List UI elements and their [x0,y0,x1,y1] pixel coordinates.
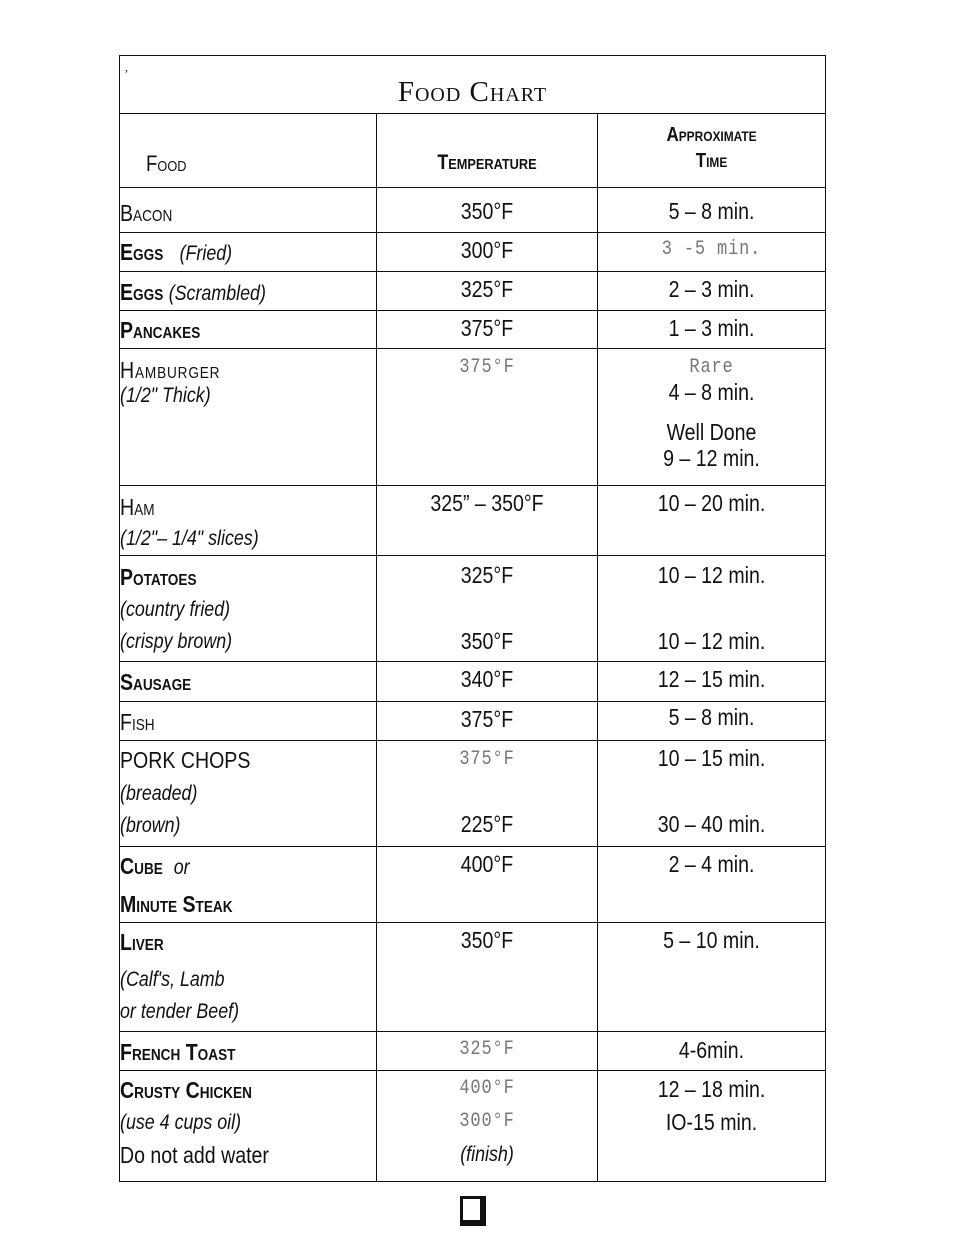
header-food-cell [120,114,376,187]
header-food: Food [146,151,187,176]
food-name: Hamburger [120,357,221,383]
table-row [120,349,825,486]
header-time-line1: Approximate [666,124,757,146]
food-time: 4-6min. [678,1037,745,1063]
food-name: Sausage [120,669,192,695]
food-time: 10 – 12 min. [657,628,766,654]
food-temp: 375°F [459,748,515,771]
table-row [120,1032,825,1071]
food-time: 5 – 10 min. [663,927,760,953]
food-name: Crusty Chicken [120,1077,252,1103]
food-note: (breaded) [120,782,198,805]
food-time: 9 – 12 min. [663,445,760,471]
food-note: or [173,856,190,879]
header-row [120,114,825,188]
food-name: PORK CHOPS [120,747,251,773]
table-row [120,847,825,923]
food-temp: 400°F [460,851,514,877]
doneness-well-done: Well Done [666,419,757,445]
food-note: (use 4 cups oil) [120,1111,242,1134]
food-time: 5 – 8 min. [668,704,755,730]
food-time: IO-15 min. [665,1109,758,1135]
food-temp: 325°F [459,1038,515,1061]
food-time: 10 – 20 min. [657,490,766,516]
food-time: 12 – 18 min. [657,1076,766,1102]
stray-mark: , [125,60,128,74]
food-note: (Fried) [179,242,233,265]
table-row [120,662,825,702]
food-note: (1/2" Thick) [120,384,211,407]
food-time: 10 – 15 min. [657,745,766,771]
food-chart [119,55,826,1182]
header-time-line2: Time [695,150,728,172]
header-time-cell [597,114,825,187]
table-row [120,311,825,349]
food-temp: 325°F [460,562,514,588]
food-name: Potatoes [120,564,197,590]
table-row [120,741,825,847]
food-temp: 400°F [459,1077,515,1100]
table-row [120,233,825,272]
food-temp: 300°F [459,1110,515,1133]
header-time [615,122,808,174]
table-row [120,486,825,556]
food-note: (1/2"– 1/4" slices) [120,527,259,550]
food-temp: 375°F [460,706,514,732]
header-temp-cell [376,114,597,187]
food-note: (country fried) [120,598,231,621]
food-name: Liver [120,929,164,955]
food-name: French Toast [120,1039,236,1065]
table-row [120,702,825,741]
food-name: Minute Steak [120,891,233,917]
food-note: Do not add water [120,1142,269,1168]
food-time: 3 -5 min. [661,238,762,261]
box-icon [460,1196,486,1226]
food-name: Fish [120,709,155,735]
food-time: 5 – 8 min. [668,198,755,224]
food-name: Eggs [120,239,164,265]
food-note: or tender Beef) [120,1000,240,1023]
food-note: (Calf's, Lamb [120,968,225,991]
food-time: 2 – 4 min. [668,851,755,877]
food-temp: 225°F [460,811,514,837]
chart-title: Food Chart [397,76,548,108]
food-name: Cube [120,853,163,879]
table-row [120,1071,825,1181]
table-row [120,272,825,311]
food-temp: 350°F [460,927,514,953]
food-temp-note: (finish) [460,1143,514,1166]
chart-title-bar [120,56,825,114]
food-time: 4 – 8 min. [668,379,755,405]
food-time: 2 – 3 min. [668,276,755,302]
food-note: (Scrambled) [168,282,266,305]
food-temp: 375°F [460,315,514,341]
food-name: Pancakes [120,317,201,343]
food-temp: 340°F [460,666,514,692]
table-row [120,923,825,1032]
food-temp: 325°F [460,276,514,302]
food-name: Bacon [120,200,173,226]
table-row [120,556,825,662]
food-time: 1 – 3 min. [668,315,755,341]
food-time: 10 – 12 min. [657,562,766,588]
food-temp: 375°F [459,356,515,379]
doneness-rare: Rare [689,356,734,379]
header-temperature: Temperature [437,151,537,174]
food-temp: 300°F [460,237,514,263]
food-temp: 325” – 350°F [430,490,544,516]
food-note: (brown) [120,814,181,837]
food-name: Eggs [120,279,164,305]
table-row [120,188,825,233]
food-temp: 350°F [460,628,514,654]
food-temp: 350°F [460,198,514,224]
food-time: 12 – 15 min. [657,666,766,692]
food-note: (crispy brown) [120,630,233,653]
food-name: Ham [120,494,155,520]
food-time: 30 – 40 min. [657,811,766,837]
